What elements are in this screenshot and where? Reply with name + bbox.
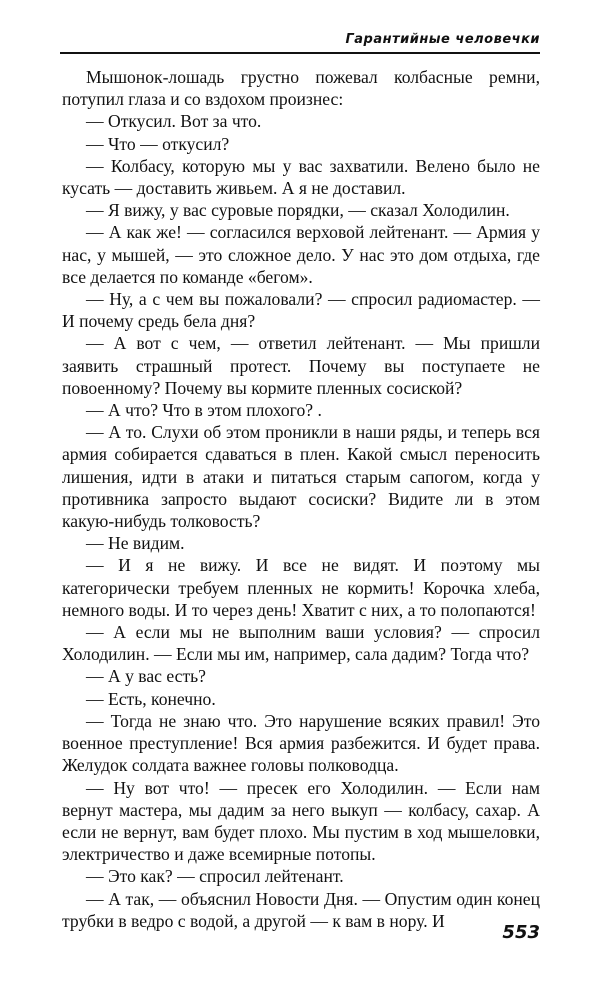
paragraph: — Откусил. Вот за что. bbox=[86, 111, 262, 132]
paragraph: — А если мы не выполним ваши условия? — спросил Холодилин. — Если мы им, например, сала дадим? Тогда что? bbox=[62, 622, 540, 665]
paragraph: — И я не вижу. И все не видят. И поэтому мы категорически требуем пленных не кормить! Корочка хлеба, немного воды. И то через день! Хватит с них, а то полопаются! bbox=[62, 555, 540, 620]
paragraph: — Что — откусил? bbox=[86, 133, 230, 154]
paragraph: — А у вас есть? bbox=[86, 666, 206, 687]
paragraph: — Колбасу, которую мы у вас захватили. Велено было не кусать — доставить живьем. А я не доставил. bbox=[62, 155, 540, 199]
running-title: Гарантийные человечки bbox=[345, 32, 540, 47]
page-number: 553 bbox=[502, 922, 540, 943]
paragraph: — Я вижу, у вас суровые порядки, — сказал Холодилин. bbox=[86, 200, 510, 221]
paragraph: — Тогда не знаю что. Это нарушение всяких правил! Это военное преступление! Вся армия разбежится. И будет права. Желудок солдата важнее головы полководца. bbox=[62, 710, 540, 776]
paragraph: — А как же! — согласился верховой лейтенант. — Армия у нас, у мышей, — это сложное дело. У нас это дом отдыха, где все делается по команде «бегом». bbox=[62, 222, 540, 287]
paragraph: — Не видим. bbox=[86, 533, 185, 554]
paragraph: — Ну, а с чем вы пожаловали? — спросил радиомастер. — И почему средь бела дня? bbox=[62, 289, 540, 332]
paragraph: — А то. Слухи об этом проникли в наши ряды, и теперь вся армия собирается сдаваться в плен. Какой смысл переносить лишения, идти в атаки и питаться старым сапогом, когда у противника запросто выдают сосиски? Видите ли в этом какую-нибудь толковость? bbox=[62, 422, 540, 532]
paragraph: — А что? Что в этом плохого? . bbox=[86, 400, 322, 421]
paragraph: — Это как? — спросил лейтенант. bbox=[86, 866, 344, 887]
paragraph: — Есть, конечно. bbox=[86, 688, 216, 709]
paragraph: Мышонок-лошадь грустно пожевал колбасные ремни, потупил глаза и со вздохом произнес: bbox=[62, 67, 540, 110]
paragraph: — А вот с чем, — ответил лейтенант. — Мы пришли заявить страшный протест. Почему вы поступаете не повоенному? Почему вы кормите пленных сосиской? bbox=[62, 333, 540, 398]
paragraph: — А так, — объяснил Новости Дня. — Опустим один конец трубки в ведро с водой, а другой — к вам в нору. И bbox=[62, 888, 540, 931]
running-head bbox=[60, 28, 540, 54]
body-text bbox=[62, 66, 540, 932]
paragraph: — Ну вот что! — пресек его Холодилин. — Если нам вернут мастера, мы дадим за него выкуп — колбасу, сахар. А если не вернут, вам будет плохо. Мы пустим в ход мышеловки, электричество и даже всемирные потопы. bbox=[62, 777, 540, 865]
